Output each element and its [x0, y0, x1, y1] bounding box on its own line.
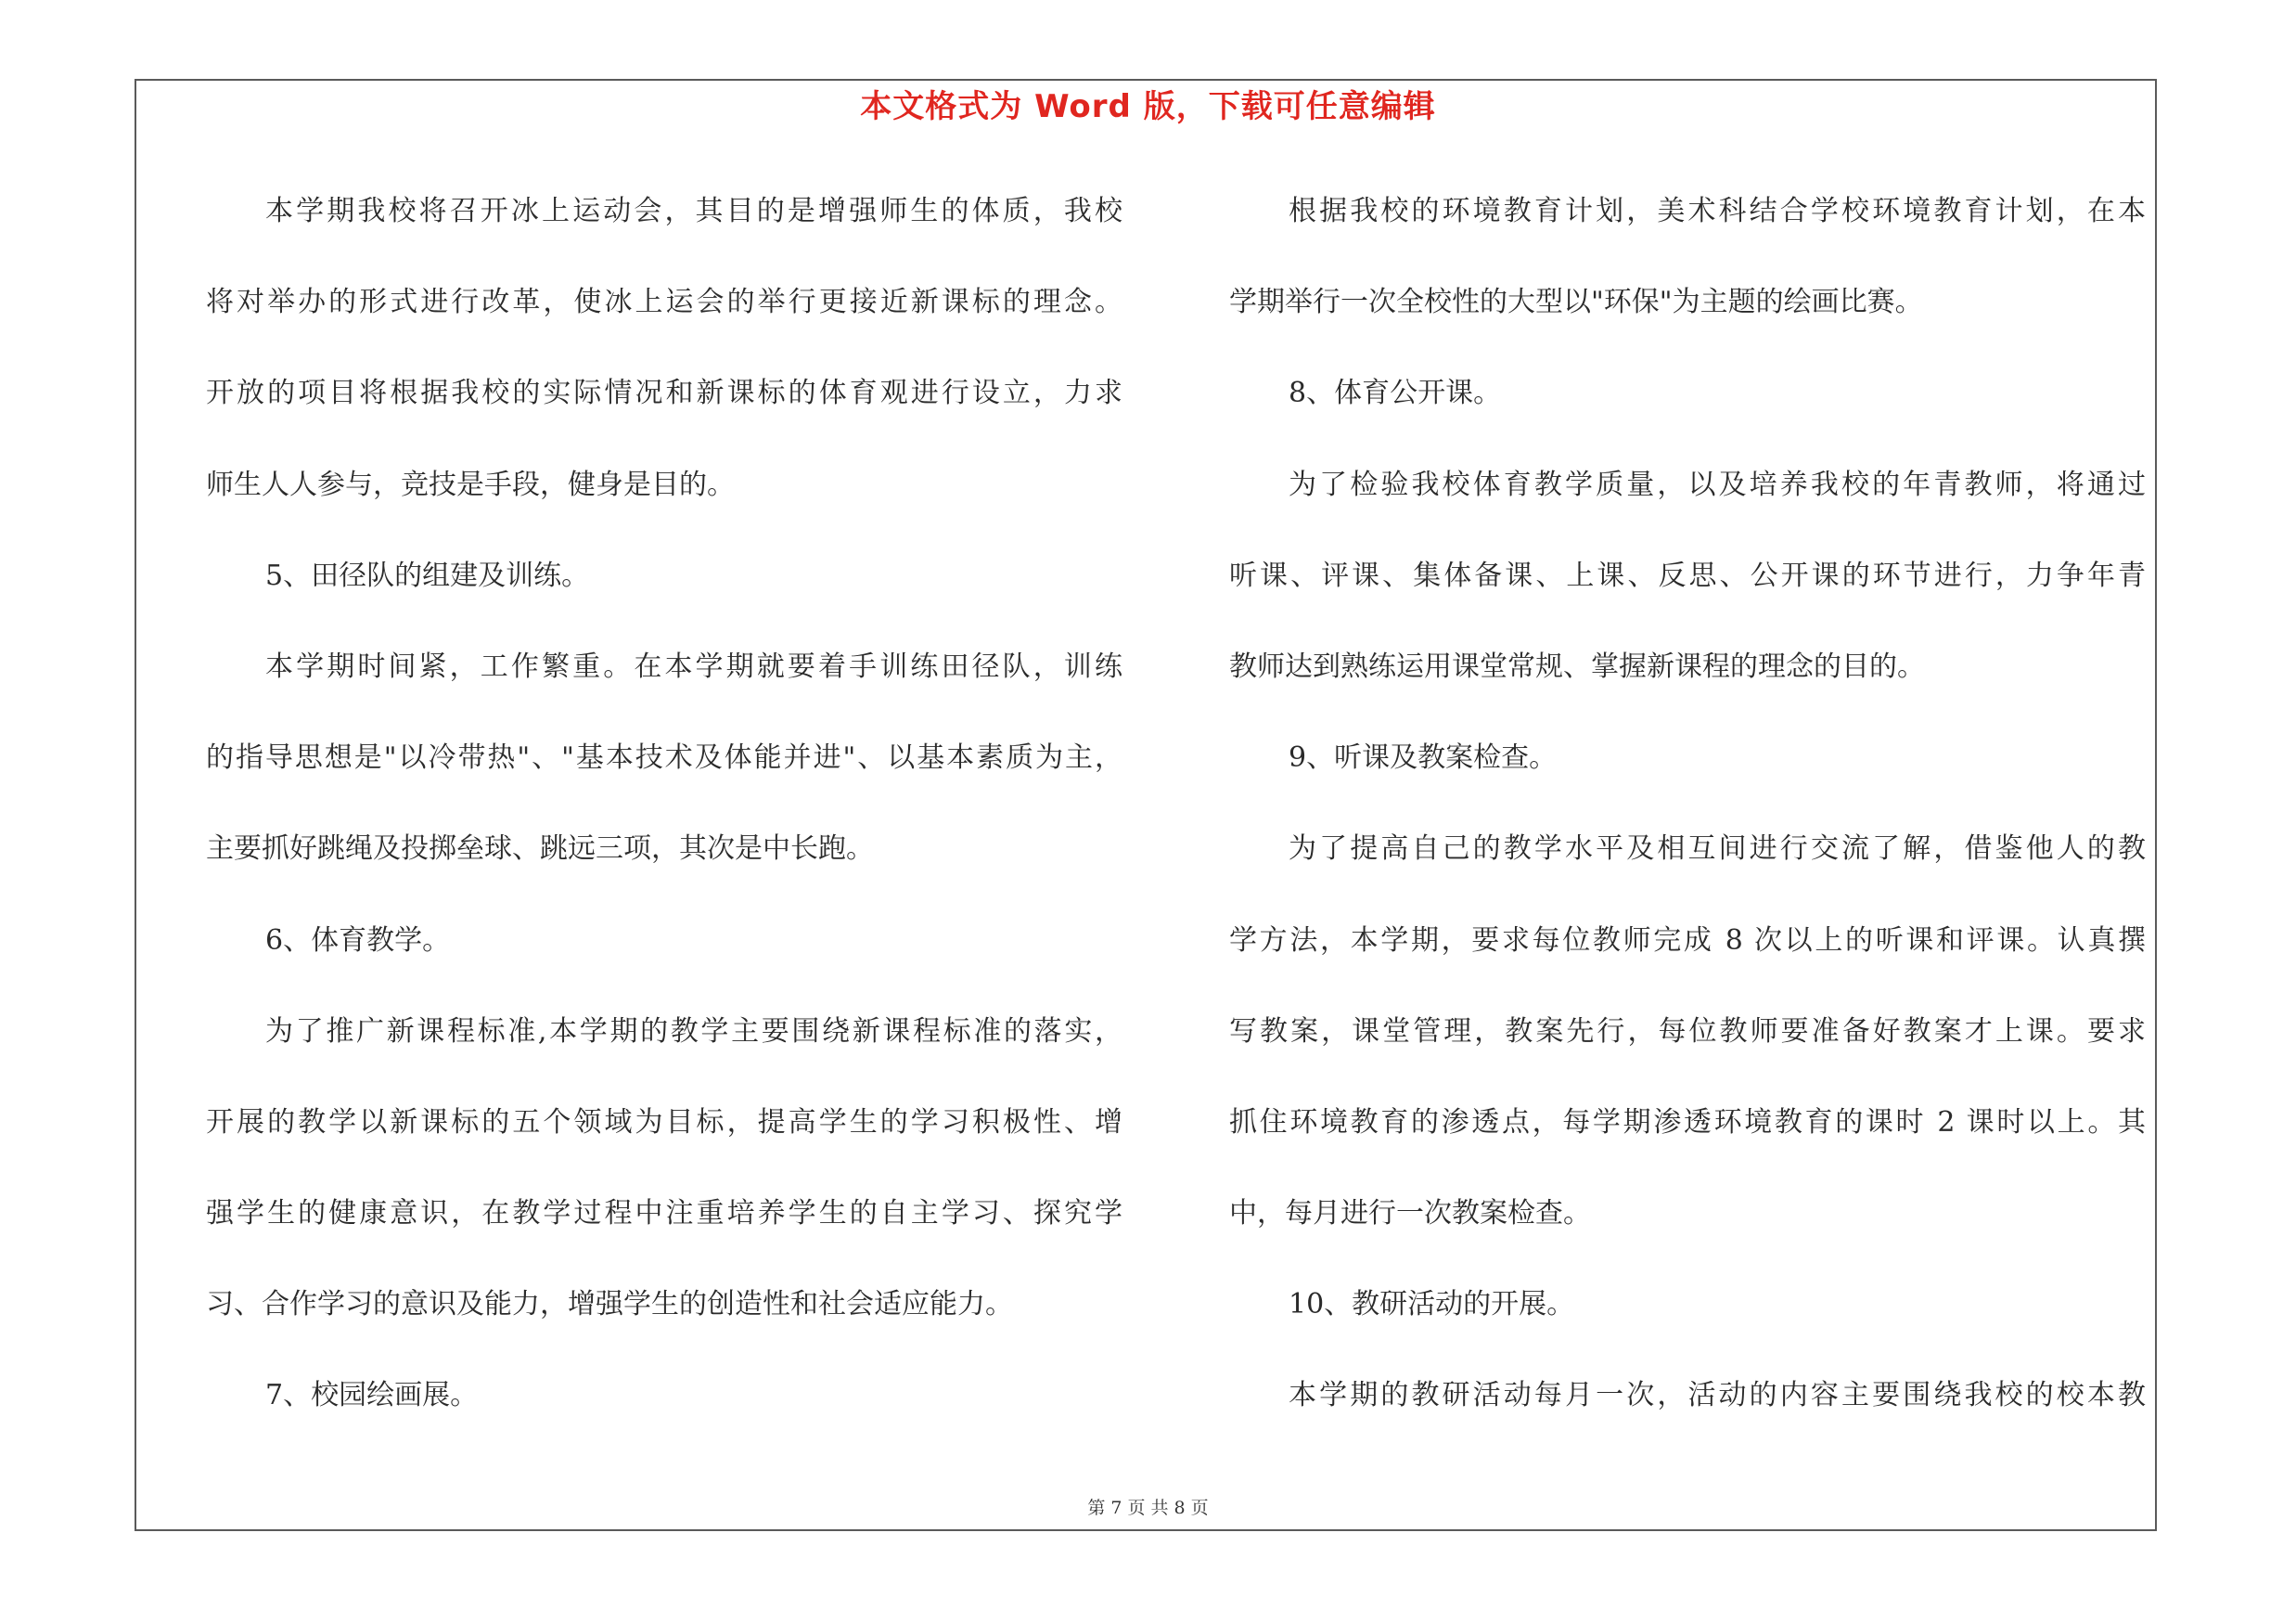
text-line: 为了推广新课程标准,本学期的教学主要围绕新课程标准的落实， [265, 1014, 1122, 1048]
text-line: 师生人人参与，竞技是手段，健身是目的。 [206, 468, 735, 501]
right-text-column [1229, 188, 2146, 1464]
text-line: 本学期的教研活动每月一次，活动的内容主要围绕我校的校本教 [1289, 1379, 2146, 1412]
left-text-column [206, 188, 1122, 1464]
text-line: 8、体育公开课。 [1289, 377, 1502, 410]
text-line: 学方法，本学期，要求每位教师完成 8 次以上的听课和评课。认真撰 [1229, 923, 2146, 957]
text-line: 5、田径队的组建及训练。 [265, 559, 590, 592]
text-line: 习、合作学习的意识及能力，增强学生的创造性和社会适应能力。 [206, 1288, 1013, 1321]
text-line: 6、体育教学。 [265, 923, 451, 957]
text-line: 9、听课及教案检查。 [1289, 741, 1558, 775]
text-line: 开放的项目将根据我校的实际情况和新课标的体育观进行设立，力求 [206, 377, 1122, 410]
text-line: 为了检验我校体育教学质量，以及培养我校的年青教师，将通过 [1289, 468, 2146, 501]
text-line: 为了提高自己的教学水平及相互间进行交流了解，借鉴他人的教 [1289, 832, 2146, 866]
text-line: 抓住环境教育的渗透点，每学期渗透环境教育的课时 2 课时以上。其 [1229, 1105, 2146, 1139]
text-line: 开展的教学以新课标的五个领域为目标，提高学生的学习积极性、增 [206, 1105, 1122, 1139]
text-line: 写教案，课堂管理，教案先行，每位教师要准备好教案才上课。要求 [1229, 1014, 2146, 1048]
format-banner: 本文格式为 Word 版，下载可任意编辑 [860, 88, 1436, 125]
text-line: 根据我校的环境教育计划，美术科结合学校环境教育计划，在本 [1289, 195, 2146, 227]
text-line: 本学期时间紧，工作繁重。在本学期就要着手训练田径队，训练 [265, 650, 1122, 683]
text-line: 7、校园绘画展。 [265, 1379, 479, 1412]
text-line: 本学期我校将召开冰上运动会，其目的是增强师生的体质，我校 [265, 195, 1122, 227]
text-line: 10、教研活动的开展。 [1289, 1288, 1575, 1321]
page-footer: 第 7 页 共 8 页 [1087, 1498, 1209, 1518]
text-line: 的指导思想是"以冷带热"、"基本技术及体能并进"、以基本素质为主， [206, 741, 1122, 775]
text-line: 主要抓好跳绳及投掷垒球、跳远三项，其次是中长跑。 [206, 832, 874, 866]
text-line: 教师达到熟练运用课堂常规、掌握新课程的理念的目的。 [1229, 650, 1925, 683]
text-line: 听课、评课、集体备课、上课、反思、公开课的环节进行，力争年青 [1229, 559, 2146, 592]
text-line: 强学生的健康意识，在教学过程中注重培养学生的自主学习、探究学 [206, 1197, 1122, 1230]
text-line: 将对举办的形式进行改革，使冰上运会的举行更接近新课标的理念。 [206, 286, 1122, 319]
text-line: 中，每月进行一次教案检查。 [1229, 1197, 1591, 1230]
text-line: 学期举行一次全校性的大型以"环保"为主题的绘画比赛。 [1229, 286, 1923, 319]
